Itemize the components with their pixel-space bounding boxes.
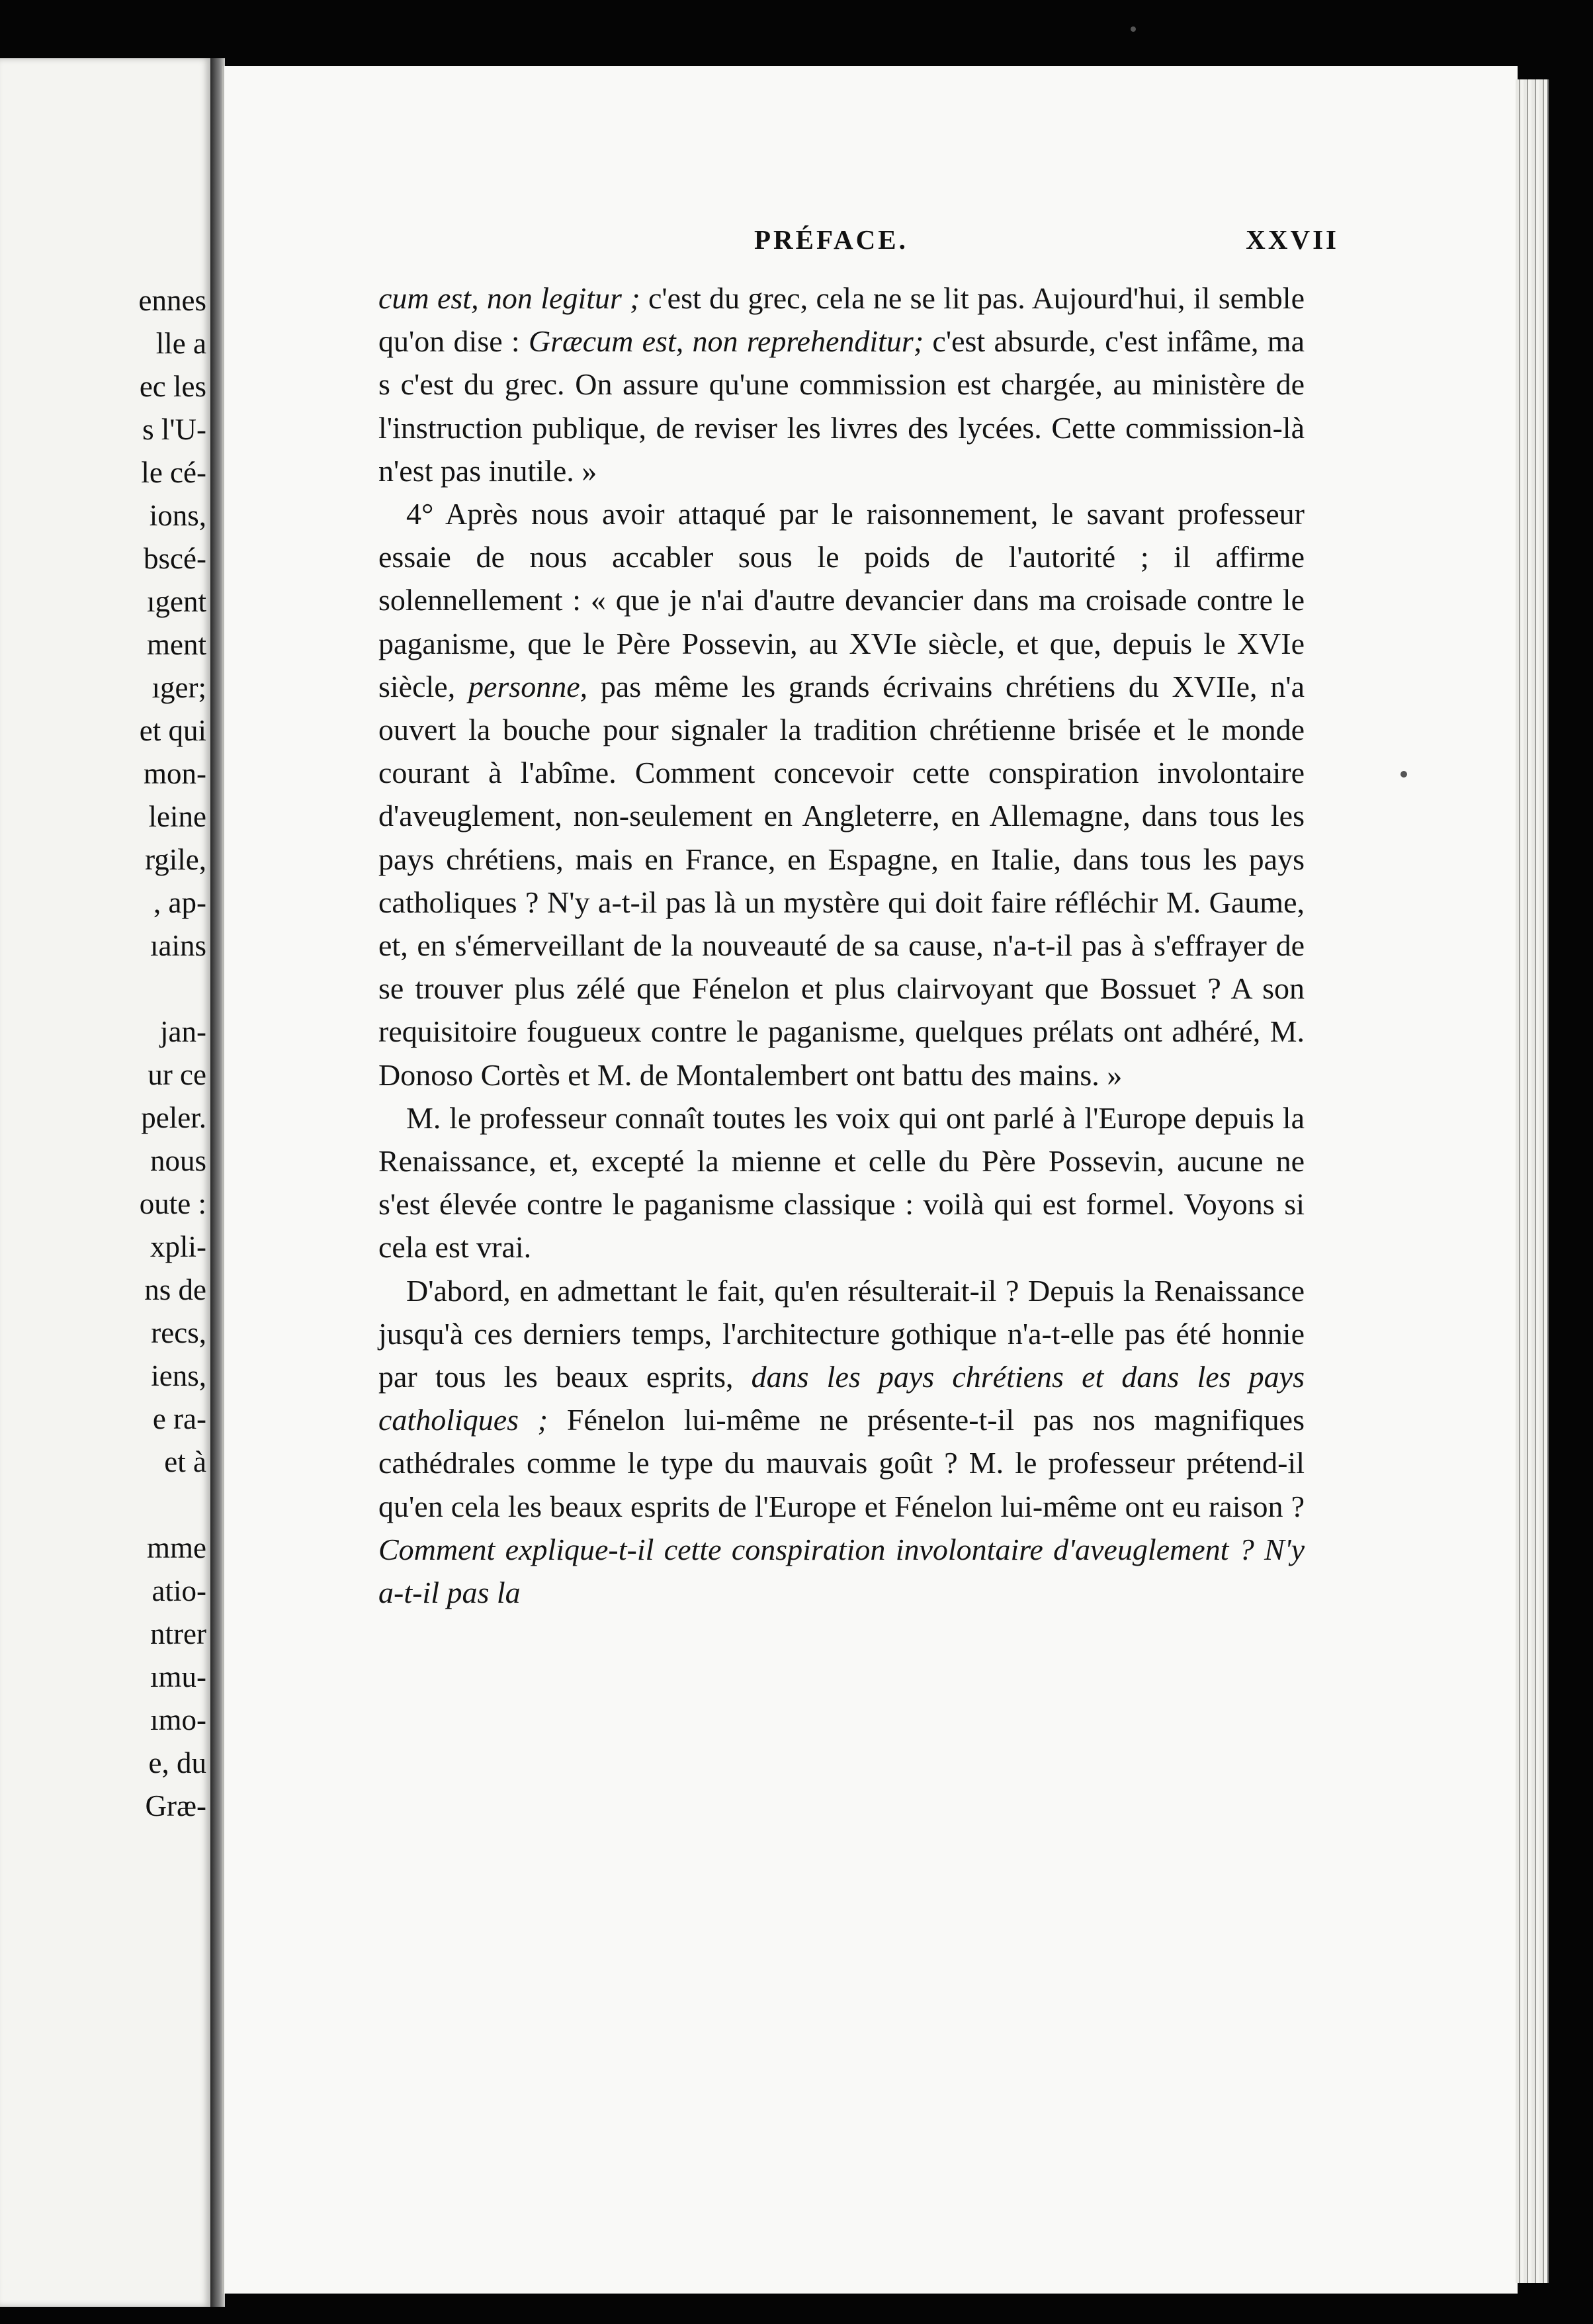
left-page-line: ec les <box>139 370 206 403</box>
left-page-line: e, du <box>148 1746 206 1779</box>
left-page-line: et qui <box>139 714 206 747</box>
left-page-line: oute : <box>139 1187 206 1220</box>
left-page-line: , ap- <box>153 886 206 919</box>
text-run: 4° Après nous avoir attaqué par le raisonnement, le savant professeur essaie de nous accabler sous le poids de l'autorité ; il affirme solennellement : « que je n'ai d'autre devancier dans ma croisade contre le paganisme, que le Père Possevin, au XVIe siècle, et que, depuis le XVIe siècle, <box>378 497 1305 703</box>
page-edges <box>1516 79 1549 2283</box>
left-page-line: jan- <box>160 1015 206 1048</box>
left-page-line: xpli- <box>150 1230 206 1263</box>
body-text <box>378 277 1305 1614</box>
running-head <box>754 224 1339 257</box>
left-page-line: le cé- <box>141 456 206 489</box>
italic-run: Comment explique-t-il cette conspiration involontaire d'aveuglement ? N'y a-t-il pas la <box>378 1532 1305 1610</box>
left-page-line: s l'U- <box>142 413 206 446</box>
text-run: Fénelon lui-même ne présente-t-il pas nos magnifiques cathédrales comme le type du mauvais goût ? M. le professeur prétend-il qu'en cela les beaux esprits de l'Europe et Fénelon lui-même ont eu raison ? <box>378 1403 1305 1523</box>
left-page-line: atio- <box>151 1574 206 1607</box>
left-page-line: ment <box>147 628 206 661</box>
left-page-line: mme <box>147 1531 206 1564</box>
left-page-line: mon- <box>144 757 206 790</box>
italic-run: personne, <box>468 669 588 703</box>
left-page-line: e ra- <box>152 1402 206 1435</box>
italic-run: dans les pays chrétiens et dans les pays catholiques ; <box>378 1360 1305 1437</box>
italic-run: cum est, non legitur ; <box>378 281 640 315</box>
text-run: pas même les grands écrivains chrétiens du XVIIe, n'a ouvert la bouche pour signaler la tradition chrétienne brisée et le monde courant à l'abîme. Comment concevoir cette conspiration involontaire d'aveuglement, non-seulement en Angleterre, en Allemagne, dans tous les pays chrétiens, mais en France, en Espagne, en Italie, dans tous les pays catholiques ? N'y a-t-il pas là un mystère qui doit faire réfléchir M. Gaume, et, en s'émerveillant de la nouveauté de sa cause, n'a-t-il pas à s'effrayer de se trouver plus zélé que Fénelon et plus clairvoyant que Bossuet ? A son requisitoire fougueux contre le paganisme, quelques prélats ont adhéré, M. Donoso Cortès et M. de Montalembert ont battu des mains. » <box>378 669 1305 1092</box>
running-title: PRÉFACE. <box>754 224 908 255</box>
paragraph <box>378 277 1305 492</box>
text-run: c'est du grec, cela ne se lit pas. Aujourd'hui, il semble qu'on dise : <box>378 281 1305 359</box>
left-page-line: ıains <box>150 929 206 962</box>
left-page-line: et à <box>164 1445 206 1478</box>
left-page-line: iens, <box>151 1359 206 1392</box>
left-page-line: ıgent <box>147 585 206 618</box>
left-page-line: ntrer <box>150 1617 206 1650</box>
ink-speck <box>1131 26 1136 32</box>
ink-speck <box>1400 771 1407 778</box>
left-page-line: ımu- <box>150 1660 206 1693</box>
left-page-line: lle a <box>155 327 206 360</box>
left-page-line: nous <box>150 1144 206 1177</box>
paragraph <box>378 492 1305 1096</box>
left-page-line: recs, <box>151 1316 206 1349</box>
text-run: D'abord, en admettant le fait, qu'en résulterait-il ? Depuis la Renaissance jusqu'à ces derniers temps, l'architecture gothique n'a-t-elle pas été honnie par tous les beaux esprits, <box>378 1273 1305 1394</box>
left-page-line: Græ- <box>145 1789 206 1822</box>
left-page-line: ennes <box>138 284 206 317</box>
left-page-line: ur ce <box>148 1058 206 1091</box>
text-run: M. le professeur connaît toutes les voix qui ont parlé à l'Europe depuis la Renaissance, et, excepté la mienne et celle du Père Possevin, aucune ne s'est élevée contre le paganisme classique : voilà qui est formel. Voyons si cela est vrai. <box>378 1100 1305 1265</box>
left-page-line: bscé- <box>144 542 206 575</box>
left-page-fragment <box>0 58 210 2307</box>
left-page-line: ıger; <box>151 671 206 704</box>
left-page-line: ımo- <box>150 1703 206 1736</box>
paragraph <box>378 1269 1305 1615</box>
italic-run: Græcum est, non reprehenditur; <box>528 324 924 359</box>
page-number: XXVII <box>1246 224 1339 255</box>
left-page-line: ions, <box>149 499 206 532</box>
left-page-line: ns de <box>144 1273 206 1306</box>
text-run: c'est absurde, c'est infâme, ma s c'est du grec. On assure qu'une commission est chargée, au ministère de l'instruction publique, de reviser les livres des lycées. Cette commission-là n'est pas inutile. » <box>378 324 1305 488</box>
left-page-line: leine <box>148 800 206 833</box>
left-page-line: rgile, <box>145 843 206 876</box>
left-page-line: peler. <box>141 1101 206 1134</box>
paragraph <box>378 1096 1305 1269</box>
